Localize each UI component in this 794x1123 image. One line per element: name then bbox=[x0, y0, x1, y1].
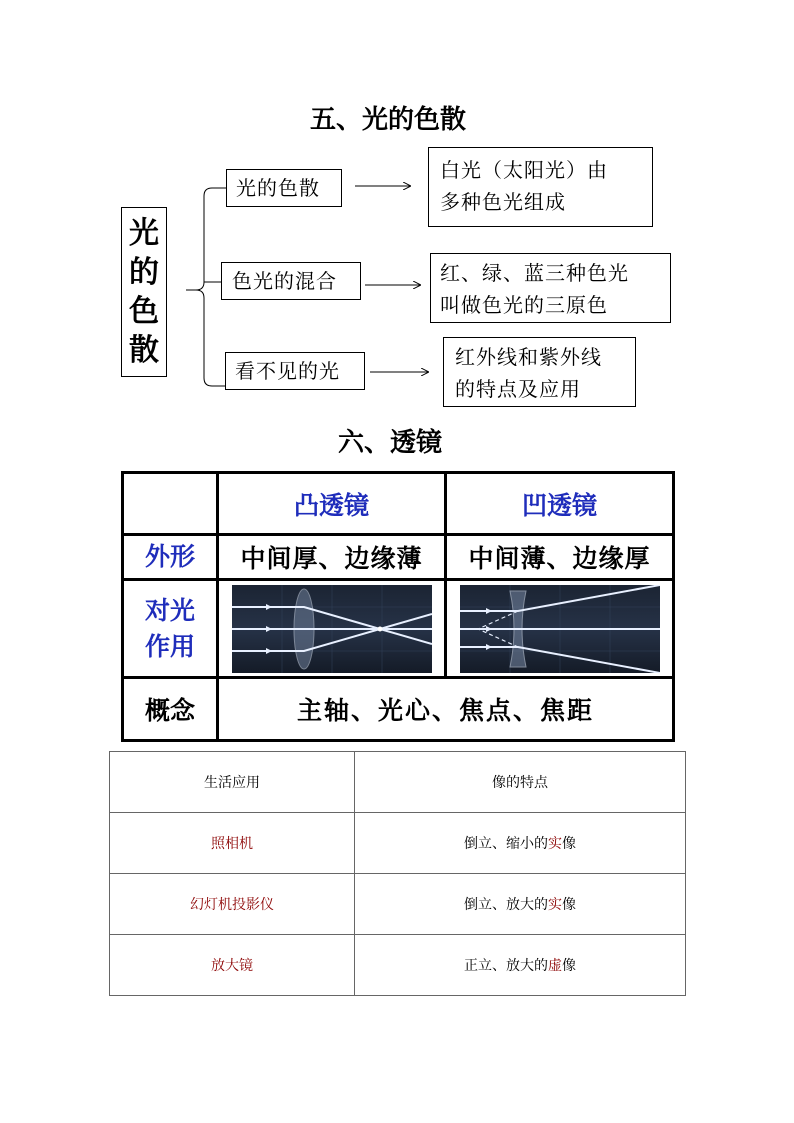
lens-applications-table bbox=[109, 751, 686, 996]
row-label-line: 对光 bbox=[144, 595, 195, 625]
application-name: 照相机 bbox=[110, 813, 355, 874]
convex-effect-cell bbox=[218, 580, 446, 678]
main-label-char: 散 bbox=[129, 333, 159, 368]
lens-header-row bbox=[123, 473, 674, 535]
header-image-feature: 像的特点 bbox=[355, 752, 686, 813]
feature-key: 实 bbox=[548, 897, 562, 913]
image-feature bbox=[355, 935, 686, 996]
bracket-brace bbox=[186, 188, 226, 386]
header-application: 生活应用 bbox=[110, 752, 355, 813]
concave-effect-cell bbox=[446, 580, 674, 678]
detail-box-dispersion bbox=[428, 147, 653, 227]
main-label-char: 的 bbox=[129, 255, 159, 290]
feature-text: 倒立、缩小的 bbox=[464, 836, 548, 852]
app-header-row bbox=[110, 752, 686, 813]
feature-text: 正立、放大的 bbox=[464, 958, 548, 974]
concave-shape-text: 中间薄、边缘厚 bbox=[446, 535, 674, 580]
table-row bbox=[110, 935, 686, 996]
detail-box-invisible-light bbox=[443, 337, 636, 407]
row-label-effect bbox=[123, 580, 218, 678]
row-label-shape: 外形 bbox=[123, 535, 218, 580]
lens-shape-row bbox=[123, 535, 674, 580]
application-name: 幻灯机投影仪 bbox=[110, 874, 355, 935]
feature-text: 倒立、放大的 bbox=[464, 897, 548, 913]
lens-comparison-table bbox=[121, 471, 675, 742]
section6-title: 六、透镜 bbox=[338, 428, 443, 458]
application-name: 放大镜 bbox=[110, 935, 355, 996]
lens-concept-row bbox=[123, 678, 674, 741]
topic-label: 光的色散 bbox=[236, 176, 320, 200]
feature-key: 虚 bbox=[548, 958, 562, 974]
detail-line: 白光（太阳光）由 bbox=[440, 158, 608, 182]
main-label-char: 色 bbox=[129, 294, 159, 329]
detail-line: 红外线和紫外线 bbox=[455, 345, 602, 369]
topic-box-color-mixing bbox=[221, 262, 361, 300]
image-feature bbox=[355, 813, 686, 874]
table-row bbox=[110, 813, 686, 874]
feature-suffix: 像 bbox=[562, 836, 576, 852]
header-convex-lens: 凸透镜 bbox=[218, 473, 446, 535]
topic-box-dispersion bbox=[226, 169, 342, 207]
empty-corner-cell bbox=[123, 473, 218, 535]
convex-shape-text: 中间厚、边缘薄 bbox=[218, 535, 446, 580]
topic-label: 色光的混合 bbox=[232, 269, 337, 293]
topic-label: 看不见的光 bbox=[235, 359, 340, 383]
main-label-char: 光 bbox=[129, 216, 159, 251]
feature-suffix: 像 bbox=[562, 958, 576, 974]
feature-suffix: 像 bbox=[562, 897, 576, 913]
detail-box-color-mixing bbox=[430, 253, 671, 323]
concept-text: 主轴、光心、焦点、焦距 bbox=[218, 678, 674, 741]
detail-line: 红、绿、蓝三种色光 bbox=[440, 261, 629, 285]
convex-lens-ray-diagram bbox=[232, 585, 432, 673]
lens-effect-row bbox=[123, 580, 674, 678]
section5-title: 五、光的色散 bbox=[310, 105, 467, 135]
detail-line: 的特点及应用 bbox=[455, 377, 581, 401]
mindmap-connectors bbox=[0, 0, 794, 420]
detail-line: 多种色光组成 bbox=[440, 190, 566, 214]
row-label-concept: 概念 bbox=[123, 678, 218, 741]
row-label-line: 作用 bbox=[144, 631, 195, 661]
table-row bbox=[110, 874, 686, 935]
detail-line: 叫做色光的三原色 bbox=[440, 293, 608, 317]
concave-lens-ray-diagram bbox=[460, 585, 660, 673]
topic-box-invisible-light bbox=[225, 352, 365, 390]
header-concave-lens: 凹透镜 bbox=[446, 473, 674, 535]
feature-key: 实 bbox=[548, 836, 562, 852]
image-feature bbox=[355, 874, 686, 935]
